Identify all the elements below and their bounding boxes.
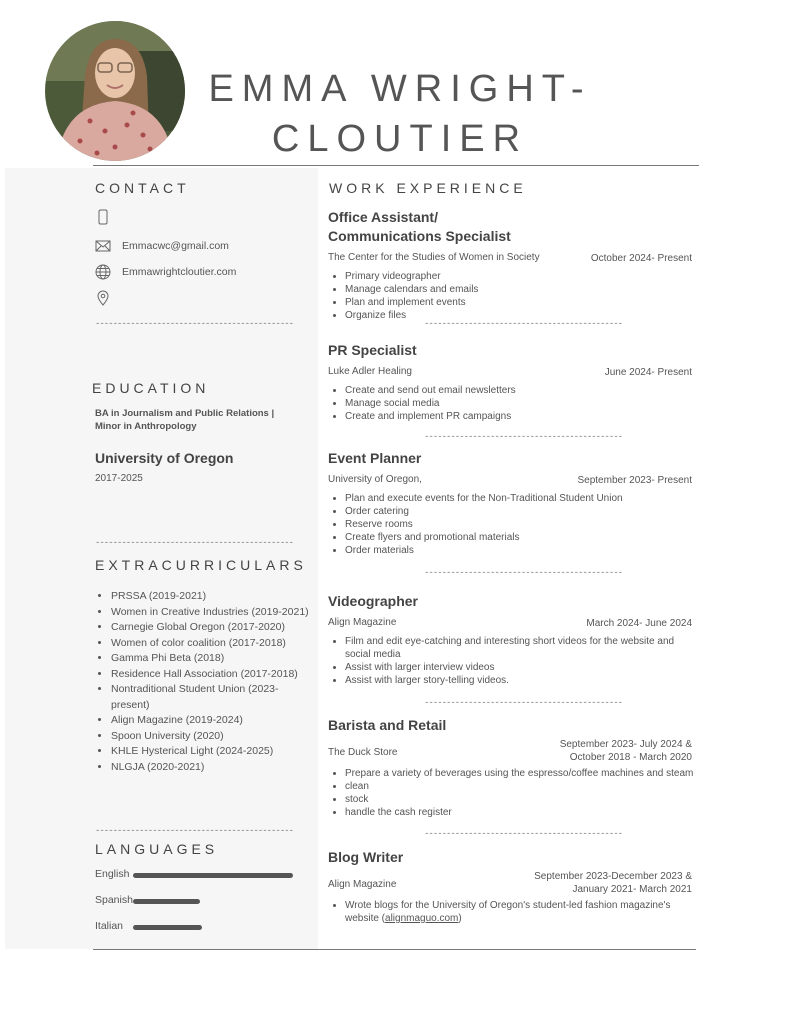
list-item: • Create and send out email newsletters: [345, 384, 694, 397]
job-title: Event Planner: [328, 450, 422, 466]
list-item: • Align Magazine (2019-2024): [111, 713, 311, 729]
name-line-2: CLOUTIER: [271, 118, 529, 160]
list-item: • Film and edit eye-catching and interesting short videos for the website and social media: [345, 635, 694, 661]
job-date: September 2023-December 2023 & January 2021- March 2021: [534, 871, 692, 895]
job-title: Blog Writer: [328, 849, 404, 865]
header-rule: [93, 165, 699, 166]
list-item: • Residence Hall Association (2017-2018): [111, 667, 311, 683]
contact-website[interactable]: Emmawrightcloutier.com: [122, 266, 237, 278]
language-level-bar: [133, 899, 200, 904]
list-item: • handle the cash register: [345, 806, 694, 819]
job-duties: [328, 492, 694, 557]
list-item: • Manage social media: [345, 397, 694, 410]
list-item: • Wrote blogs for the University of Oregon's student-led fashion magazine's website (alignmaguo.com): [345, 899, 694, 925]
list-item: • Carnegie Global Oregon (2017-2020): [111, 620, 311, 636]
list-item: • Order materials: [345, 544, 694, 557]
language-name: Italian: [95, 920, 124, 932]
job-office-assistant: [328, 208, 694, 322]
list-item: • stock: [345, 793, 694, 806]
mail-icon: [95, 238, 111, 254]
list-item: • clean: [345, 780, 694, 793]
language-level-bar: [133, 873, 293, 878]
job-divider: ---------------------------------------------: [424, 319, 623, 329]
list-item: • Create and implement PR campaigns: [345, 410, 694, 423]
job-barista-retail: [328, 716, 694, 819]
job-organization: University of Oregon,: [328, 474, 422, 485]
list-item: • PRSSA (2019-2021): [111, 589, 311, 605]
job-title: Office Assistant/: [328, 209, 438, 225]
list-item: • Assist with larger interview videos: [345, 661, 694, 674]
job-organization: The Duck Store: [328, 747, 398, 758]
list-item: • Prepare a variety of beverages using the espresso/coffee machines and steam: [345, 767, 694, 780]
job-divider: ---------------------------------------------: [424, 568, 623, 578]
job-event-planner: [328, 449, 694, 557]
languages-heading: LANGUAGES: [95, 841, 219, 857]
job-title: PR Specialist: [328, 342, 417, 358]
list-item: • Plan and implement events: [345, 296, 694, 309]
phone-icon: [95, 209, 111, 225]
education-heading: EDUCATION: [92, 380, 210, 396]
list-item: • Organize files: [345, 309, 694, 322]
location-pin-icon: [95, 290, 111, 306]
list-item: • Plan and execute events for the Non-Traditional Student Union: [345, 492, 694, 505]
extracurriculars-divider: ---------------------------------------------: [95, 826, 294, 836]
education-degree: BA in Journalism and Public Relations | Minor in Anthropology: [95, 408, 275, 432]
job-date: June 2024- Present: [604, 367, 692, 378]
work-experience-heading: WORK EXPERIENCE: [329, 180, 527, 196]
job-blog-writer: [328, 848, 694, 925]
list-item: • Manage calendars and emails: [345, 283, 694, 296]
list-item: • Create flyers and promotional materials: [345, 531, 694, 544]
footer-rule: [93, 949, 696, 950]
blog-website-link[interactable]: alignmaguo.com: [385, 913, 459, 924]
list-item: • Nontraditional Student Union (2023-present): [111, 682, 311, 713]
list-item: • Order catering: [345, 505, 694, 518]
job-title: Barista and Retail: [328, 717, 447, 733]
list-item: • Reserve rooms: [345, 518, 694, 531]
extracurriculars-heading: EXTRACURRICULARS: [95, 557, 307, 573]
job-duties: [328, 270, 694, 322]
job-duties: [328, 767, 694, 819]
job-date: March 2024- June 2024: [586, 618, 692, 629]
job-organization: The Center for the Studies of Women in Society: [328, 252, 540, 263]
job-divider: ---------------------------------------------: [424, 432, 623, 442]
list-item: • KHLE Hysterical Light (2024-2025): [111, 744, 311, 760]
language-name: Spanish: [95, 894, 133, 906]
list-item: • Gamma Phi Beta (2018): [111, 651, 311, 667]
education-divider: ---------------------------------------------: [95, 538, 294, 548]
education-years: 2017-2025: [95, 473, 143, 484]
job-videographer: [328, 592, 694, 687]
list-item: • Primary videographer: [345, 270, 694, 283]
job-duties: [328, 384, 694, 423]
job-divider: ---------------------------------------------: [424, 829, 623, 839]
job-divider: ---------------------------------------------: [424, 698, 623, 708]
extracurriculars-list: [95, 589, 311, 775]
language-name: English: [95, 868, 130, 880]
job-organization: Luke Adler Healing: [328, 366, 412, 377]
job-title-continued: Communications Specialist: [328, 228, 511, 244]
job-title: Videographer: [328, 593, 418, 609]
name-line-1: EMMA WRIGHT-: [208, 68, 592, 110]
education-school: University of Oregon: [95, 450, 234, 466]
job-pr-specialist: [328, 341, 694, 423]
job-date: October 2024- Present: [590, 253, 692, 264]
job-date: September 2023- Present: [577, 475, 692, 486]
list-item: • NLGJA (2020-2021): [111, 760, 311, 776]
contact-heading: CONTACT: [95, 180, 190, 196]
globe-icon: [95, 264, 111, 280]
job-duties: [328, 635, 694, 687]
language-level-bar: [133, 925, 202, 930]
job-organization: Align Magazine: [328, 879, 397, 890]
list-item: • Women of color coalition (2017-2018): [111, 636, 311, 652]
job-date: September 2023- July 2024 & October 2018 - March 2020: [559, 739, 692, 763]
list-item: • Spoon University (2020): [111, 729, 311, 745]
list-item: • Assist with larger story-telling videos.: [345, 674, 694, 687]
contact-divider: ---------------------------------------------: [95, 319, 294, 329]
contact-email[interactable]: Emmacwc@gmail.com: [122, 240, 229, 252]
job-duties: [328, 899, 694, 925]
job-organization: Align Magazine: [328, 617, 397, 628]
list-item: • Women in Creative Industries (2019-2021): [111, 605, 311, 621]
